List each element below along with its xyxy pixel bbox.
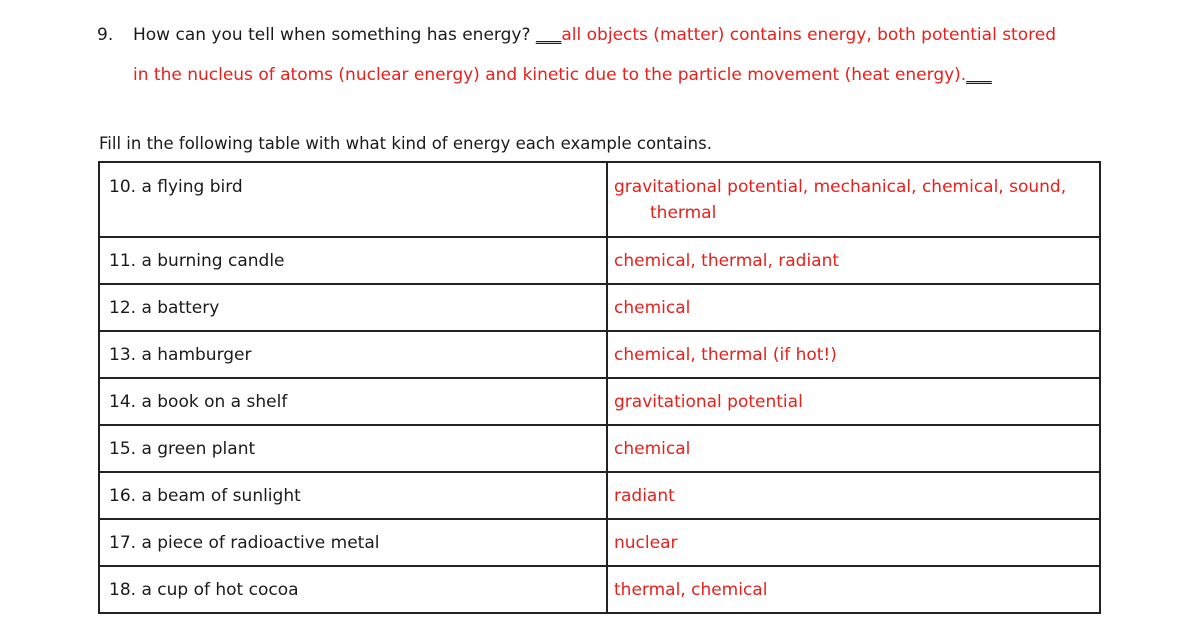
energy-cell: nuclear	[607, 519, 1100, 566]
example-cell: 14. a book on a shelf	[99, 378, 607, 425]
answer-line-2: in the nucleus of atoms (nuclear energy) and kinetic due to the particle movement (heat energy).	[133, 65, 967, 85]
table-row	[99, 331, 1100, 378]
question-9	[97, 24, 1056, 46]
answer-blank-trail: ___	[966, 65, 992, 85]
energy-cell: chemical, thermal, radiant	[607, 237, 1100, 284]
example-cell: 10. a flying bird	[99, 162, 607, 237]
energy-cell: thermal, chemical	[607, 566, 1100, 613]
table-row	[99, 519, 1100, 566]
question-prompt: How can you tell when something has energy?	[133, 25, 531, 45]
example-cell: 18. a cup of hot cocoa	[99, 566, 607, 613]
example-cell: 13. a hamburger	[99, 331, 607, 378]
energy-cell: radiant	[607, 472, 1100, 519]
answer-line-1: all objects (matter) contains energy, both potential stored	[561, 25, 1056, 45]
table-row	[99, 237, 1100, 284]
table-row	[99, 566, 1100, 613]
energy-cell: chemical, thermal (if hot!)	[607, 331, 1100, 378]
energy-text-line-1: gravitational potential, mechanical, chemical, sound,	[614, 177, 1067, 197]
answer-blank-lead: ___	[535, 25, 562, 45]
example-cell: 17. a piece of radioactive metal	[99, 519, 607, 566]
energy-cell: chemical	[607, 425, 1100, 472]
example-cell: 12. a battery	[99, 284, 607, 331]
table-row	[99, 162, 1100, 237]
question-number: 9.	[97, 25, 114, 45]
energy-cell	[607, 162, 1100, 237]
example-cell: 16. a beam of sunlight	[99, 472, 607, 519]
energy-cell: chemical	[607, 284, 1100, 331]
example-cell: 15. a green plant	[99, 425, 607, 472]
table-row	[99, 378, 1100, 425]
example-cell: 11. a burning candle	[99, 237, 607, 284]
table-row	[99, 425, 1100, 472]
question-9-continued	[133, 64, 992, 86]
energy-cell: gravitational potential	[607, 378, 1100, 425]
energy-text-line-2: thermal	[650, 203, 717, 223]
energy-table	[98, 161, 1101, 614]
table-instructions: Fill in the following table with what kind of energy each example contains.	[99, 134, 712, 153]
table-row	[99, 472, 1100, 519]
table-row	[99, 284, 1100, 331]
